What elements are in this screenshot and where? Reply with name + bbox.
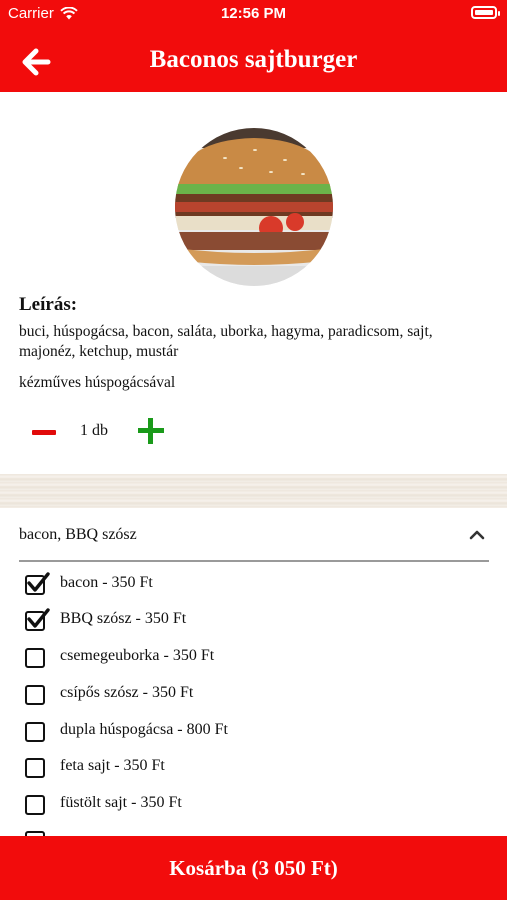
option-checkbox[interactable] — [25, 611, 45, 631]
extra-option[interactable] — [0, 822, 507, 836]
option-label: füstölt sajt - 350 Ft — [60, 794, 182, 811]
extras-option-list — [0, 566, 507, 836]
page-title: Baconos sajtburger — [149, 46, 358, 73]
option-checkbox[interactable] — [25, 722, 45, 742]
option-label: csípős szósz - 350 Ft — [60, 684, 194, 701]
extras-divider — [19, 560, 489, 562]
wood-divider — [0, 474, 507, 508]
description-text: buci, húspogácsa, bacon, saláta, uborka, hagyma, paradicsom, sajt, majonéz, ketchup, mustár — [19, 323, 433, 360]
checkmark-icon — [25, 571, 51, 595]
battery-icon — [471, 6, 497, 19]
increase-quantity-button[interactable] — [138, 418, 164, 444]
extra-option[interactable] — [0, 676, 507, 712]
option-checkbox[interactable] — [25, 685, 45, 705]
option-label: csemegeuborka - 350 Ft — [60, 647, 215, 664]
top-bar — [0, 0, 507, 92]
extra-option[interactable] — [0, 786, 507, 822]
extras-summary: bacon, BBQ szósz — [19, 526, 137, 543]
description-title: Leírás: — [19, 294, 78, 315]
extra-option[interactable] — [0, 749, 507, 785]
description-note: kézműves húspogácsával — [19, 374, 176, 391]
option-label: BBQ szósz - 350 Ft — [60, 610, 187, 627]
extra-option[interactable] — [0, 602, 507, 638]
option-checkbox[interactable] — [25, 575, 45, 595]
checkmark-icon — [25, 607, 51, 631]
option-label: feta sajt - 350 Ft — [60, 757, 165, 774]
option-label: bacon - 350 Ft — [60, 574, 153, 591]
decrease-quantity-button[interactable] — [30, 420, 58, 446]
status-time: 12:56 PM — [220, 5, 287, 22]
quantity-value: 1 db — [80, 422, 108, 439]
option-checkbox[interactable] — [25, 795, 45, 815]
option-label: dupla húspogácsa - 800 Ft — [60, 721, 228, 738]
status-bar — [0, 0, 507, 28]
burger-photo — [175, 128, 333, 286]
extras-dropdown-header[interactable] — [0, 508, 507, 563]
nav-bar — [0, 36, 507, 88]
option-checkbox[interactable] — [25, 758, 45, 778]
extra-option[interactable] — [0, 566, 507, 602]
extra-option[interactable] — [0, 713, 507, 749]
option-checkbox[interactable] — [25, 648, 45, 668]
chevron-up-icon[interactable] — [468, 526, 486, 544]
add-to-cart-button[interactable]: Kosárba (3 050 Ft) — [0, 836, 507, 900]
carrier-label: Carrier — [8, 5, 54, 22]
extra-option[interactable] — [0, 639, 507, 675]
